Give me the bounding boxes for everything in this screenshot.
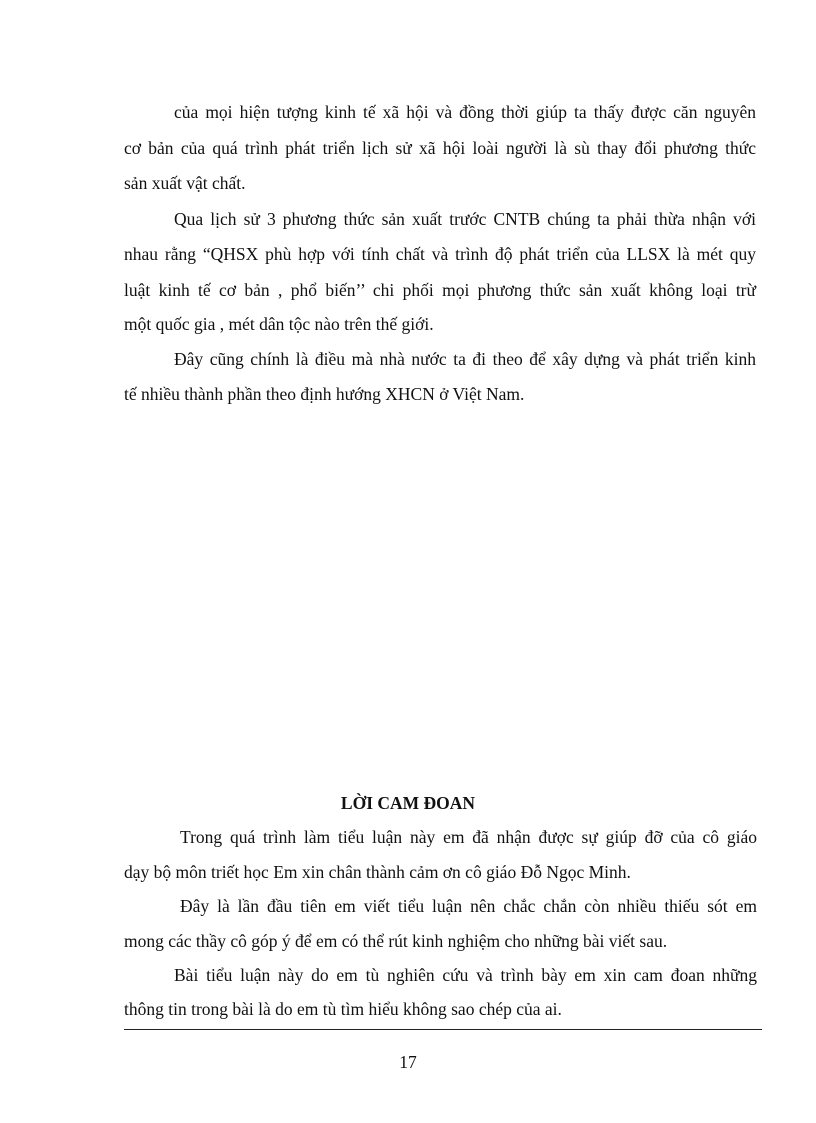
body-text-line: mong các thầy cô góp ý để em có thể rút kinh nghiệm cho những bài viết sau. — [124, 931, 668, 951]
body-text-line: Bài tiểu luận này do em tù nghiên cứu và trình bày em xin cam đoan những — [174, 965, 757, 985]
body-text-line: Đây cũng chính là điều mà nhà nước ta đi theo để xây dựng và phát triển kinh — [174, 349, 756, 369]
body-text-line: sản xuất vật chất. — [124, 173, 246, 193]
body-text-line: của mọi hiện tượng kinh tế xã hội và đồng thời giúp ta thấy được căn nguyên — [174, 102, 756, 122]
body-text-line: thông tin trong bài là do em tù tìm hiểu không sao chép của ai. — [124, 999, 562, 1019]
body-text-line: nhau rằng “QHSX phù hợp với tính chất và trình độ phát triển của LLSX là mét quy — [124, 244, 756, 264]
body-text-line: Trong quá trình làm tiểu luận này em đã nhận được sự giúp đỡ của cô giáo — [180, 827, 757, 847]
body-text-line: luật kinh tế cơ bản , phổ biến’’ chi phối mọi phương thức sản xuất không loại trừ — [124, 280, 756, 300]
page-number: 17 — [399, 1052, 417, 1072]
body-text-line: Đây là lần đầu tiên em viết tiểu luận nên chắc chắn còn nhiều thiếu sót em — [180, 896, 757, 916]
body-text-line: tế nhiều thành phần theo định hướng XHCN ở Việt Nam. — [124, 384, 525, 404]
body-text-line: dạy bộ môn triết học Em xin chân thành cảm ơn cô giáo Đỗ Ngọc Minh. — [124, 862, 631, 882]
body-text-line: một quốc gia , mét dân tộc nào trên thế giới. — [124, 314, 434, 334]
footer-divider — [124, 1029, 762, 1030]
body-text-line: Qua lịch sử 3 phương thức sản xuất trước CNTB chúng ta phải thừa nhận với — [174, 209, 756, 229]
body-text-line: cơ bản của quá trình phát triển lịch sử xã hội loài người là sù thay đổi phương thức — [124, 138, 756, 158]
section-title: LỜI CAM ĐOAN — [340, 793, 476, 813]
